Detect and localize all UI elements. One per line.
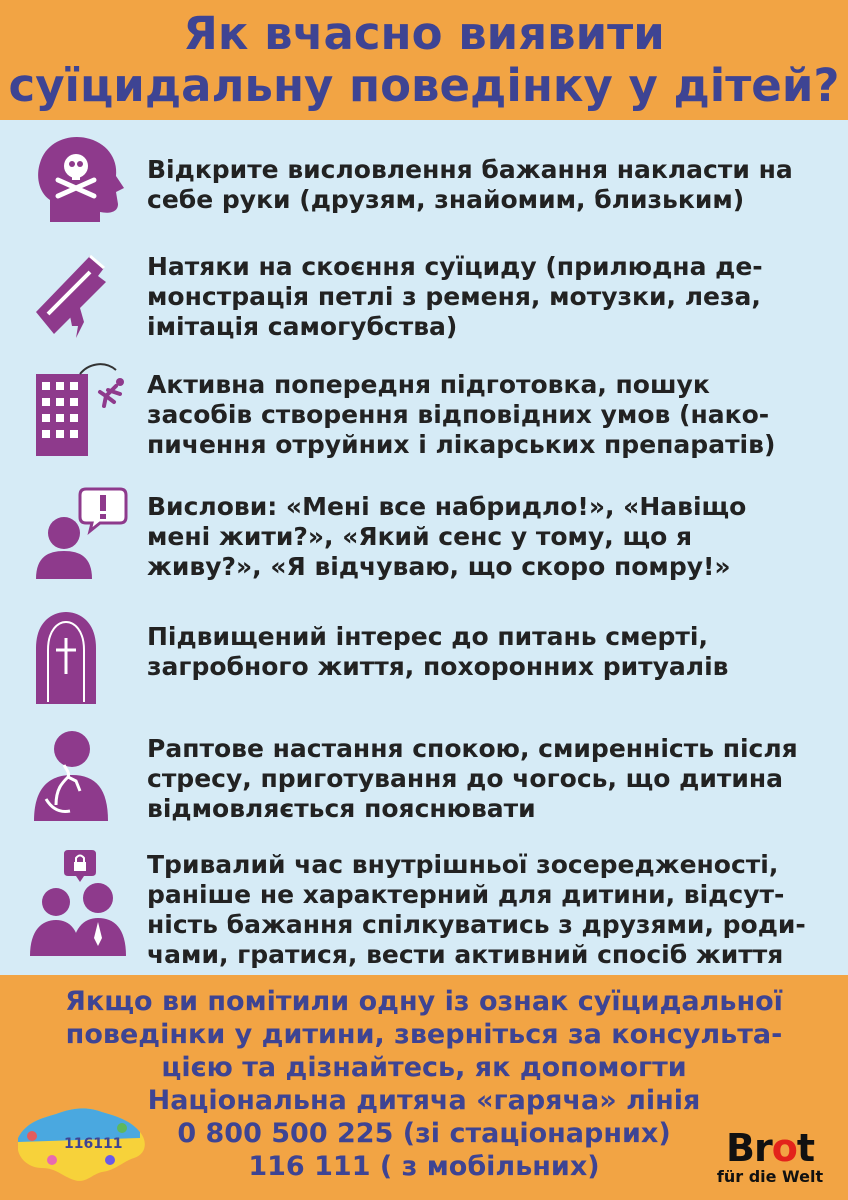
sign-line: ність бажання спілкуватись з друзями, роди- [147, 910, 806, 939]
sign-line: мені жити?», «Який сенс у тому, що я [147, 522, 693, 551]
sign-line: імітація самогубства) [147, 312, 458, 341]
sign-line: себе руки (друзям, знайомим, близьким) [147, 185, 745, 214]
page-title-line1: Як вчасно виявити [183, 7, 665, 60]
header-banner [0, 0, 848, 120]
sign-text-7 [147, 850, 828, 970]
sign-text-4 [147, 492, 828, 582]
sign-line: монстрація петлі з ременя, мотузки, леза, [147, 282, 761, 311]
sign-line: раніше не характерний для дитини, відсут- [147, 880, 785, 909]
tombstone-cross-icon [28, 608, 128, 708]
footer-line: Якщо ви помітили одну із ознак суїцидальної [65, 986, 783, 1017]
hotline-title: Національна дитяча «гаряча» лінія [147, 1085, 701, 1116]
brand-part: Br [726, 1126, 772, 1170]
sign-line: пичення отруйних і лікарських препаратів) [147, 430, 776, 459]
sign-text-5 [147, 622, 828, 682]
sign-line: загробного життя, похоронних ритуалів [147, 652, 729, 681]
sign-line: Активна попередня підготовка, пошук [147, 370, 710, 399]
brand-part: t [796, 1126, 814, 1170]
sign-line: живу?», «Я відчуваю, що скоро помру!» [147, 552, 731, 581]
sign-text-1 [147, 155, 828, 215]
sign-line: Вислови: «Мені все набридло!», «Навіщо [147, 492, 747, 521]
footer-line: поведінки у дитини, зверніться за консульта- [65, 1019, 783, 1050]
brand-part-o: o [771, 1126, 797, 1170]
thinking-person-icon [28, 725, 128, 825]
page-title-line2: суїцидальну поведінку у дітей? [8, 59, 840, 112]
sign-line: Тривалий час внутрішньої зосередженості, [147, 850, 779, 879]
hotline-mobile-number: 116 111 ( з мобільних) [248, 1151, 600, 1182]
hotline-landline-number: 0 800 500 225 (зі стаціонарних) [177, 1118, 671, 1149]
sign-text-3 [147, 370, 828, 460]
sign-line: стресу, приготування до чогось, що дитина [147, 764, 784, 793]
sign-line: засобів створення відповідних умов (нако- [147, 400, 770, 429]
ukraine-map-icon [12, 1098, 152, 1190]
sign-line: чами, гратися, вести активний спосіб життя [147, 940, 784, 969]
razor-blade-icon [28, 242, 128, 342]
sign-text-6 [147, 734, 828, 824]
person-exclamation-icon [28, 483, 128, 583]
sign-line: Відкрите висловлення бажання накласти на [147, 155, 793, 184]
sign-line: Підвищений інтерес до питань смерті, [147, 622, 708, 651]
head-skull-icon [28, 130, 128, 230]
sign-line: Натяки на скоєння суїциду (прилюдна де- [147, 252, 763, 281]
falling-from-building-icon [28, 360, 128, 460]
brot-fur-die-welt-logo [700, 1128, 840, 1194]
footer-line: цією та дізнайтесь, як допомогти [161, 1052, 687, 1083]
sign-line: відмовляється пояснювати [147, 794, 536, 823]
brand-tagline: für die Welt [716, 1167, 824, 1186]
sign-line: Раптове настання спокою, смиренність після [147, 734, 798, 763]
sign-text-2 [147, 252, 828, 342]
two-people-lock-icon [28, 846, 128, 958]
map-number: 116111 [64, 1136, 123, 1152]
brand-name [700, 1128, 840, 1168]
